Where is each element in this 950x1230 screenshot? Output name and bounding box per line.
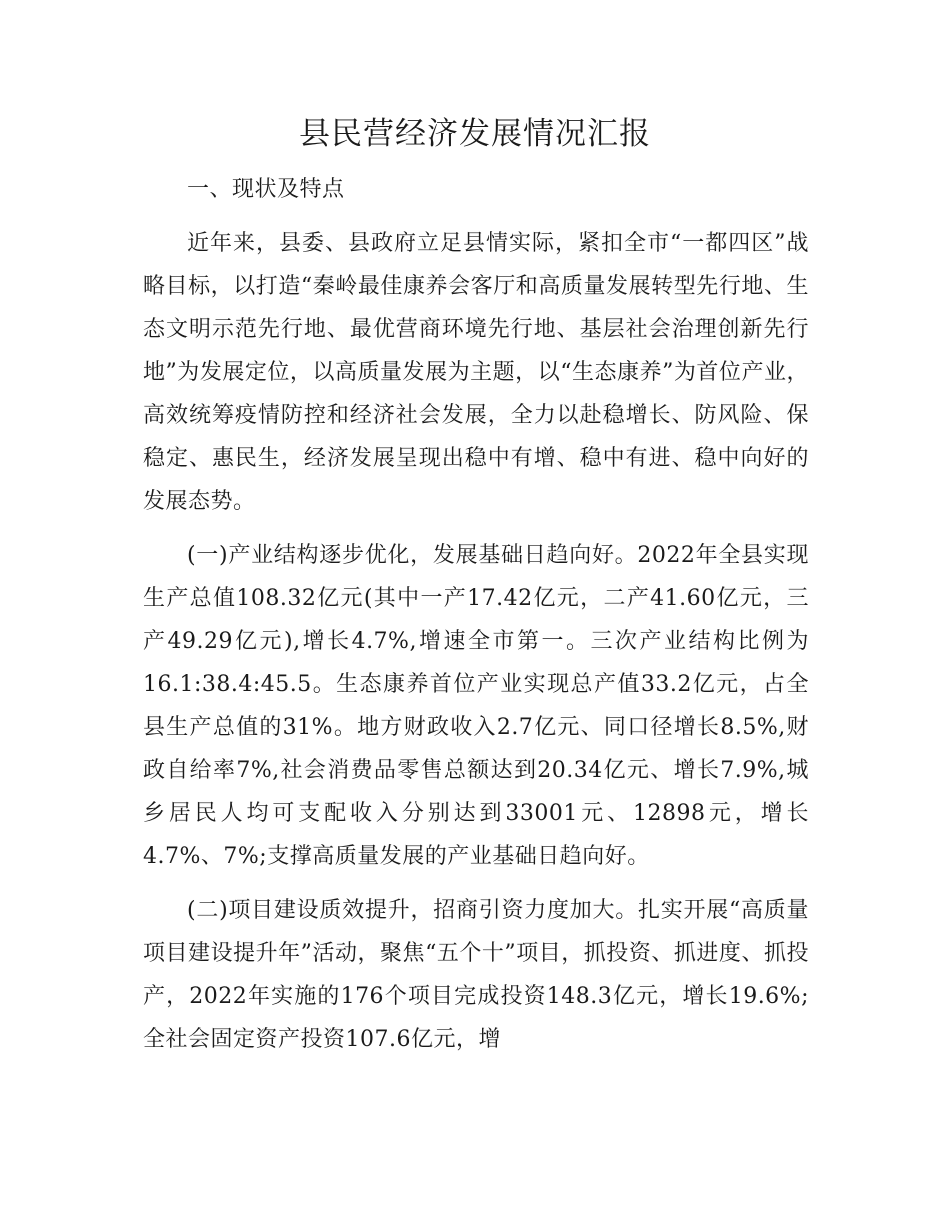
paragraph-project-construction: (二)项目建设质效提升，招商引资力度加大。扎实开展“高质量项目建设提升年”活动，聚焦“五个十”项目，抓投资、抓进度、抓投产，2022年实施的176个项目完成投资148.3亿元，增长19.6%;全社会固定资产投资107.6亿元，增 [143, 898, 809, 1052]
document-title: 县民营经济发展情况汇报 [299, 116, 651, 152]
paragraph-intro: 近年来，县委、县政府立足县情实际，紧扣全市“一都四区”战略目标，以打造“秦岭最佳康养会客厅和高质量发展转型先行地、生态文明示范先行地、最优营商环境先行地、基层社会治理创新先行地”为发展定位，以高质量发展为主题，以“生态康养”为首位产业，高效统筹疫情防控和经济社会发展，全力以赴稳增长、防风险、保稳定、惠民生，经济发展呈现出稳中有增、稳中有进、稳中向好的发展态势。 [143, 231, 809, 514]
section-heading: 一、现状及特点 [187, 177, 345, 202]
document-body [143, 168, 809, 1072]
paragraph-industry-structure: (一)产业结构逐步优化，发展基础日趋向好。2022年全县实现生产总值108.32亿元(其中一产17.42亿元，二产41.60亿元，三产49.29亿元),增长4.7%,增速全市第一。三次产业结构比例为16.1:38.4:45.5。生态康养首位产业实现总产值33.2亿元，占全县生产总值的31%。地方财政收入2.7亿元、同口径增长8.5%,财政自给率7%,社会消费品零售总额达到20.34亿元、增长7.9%,城乡居民人均可支配收入分别达到33001元、12898元，增长4.7%、7%;支撑高质量发展的产业基础日趋向好。 [143, 543, 809, 869]
